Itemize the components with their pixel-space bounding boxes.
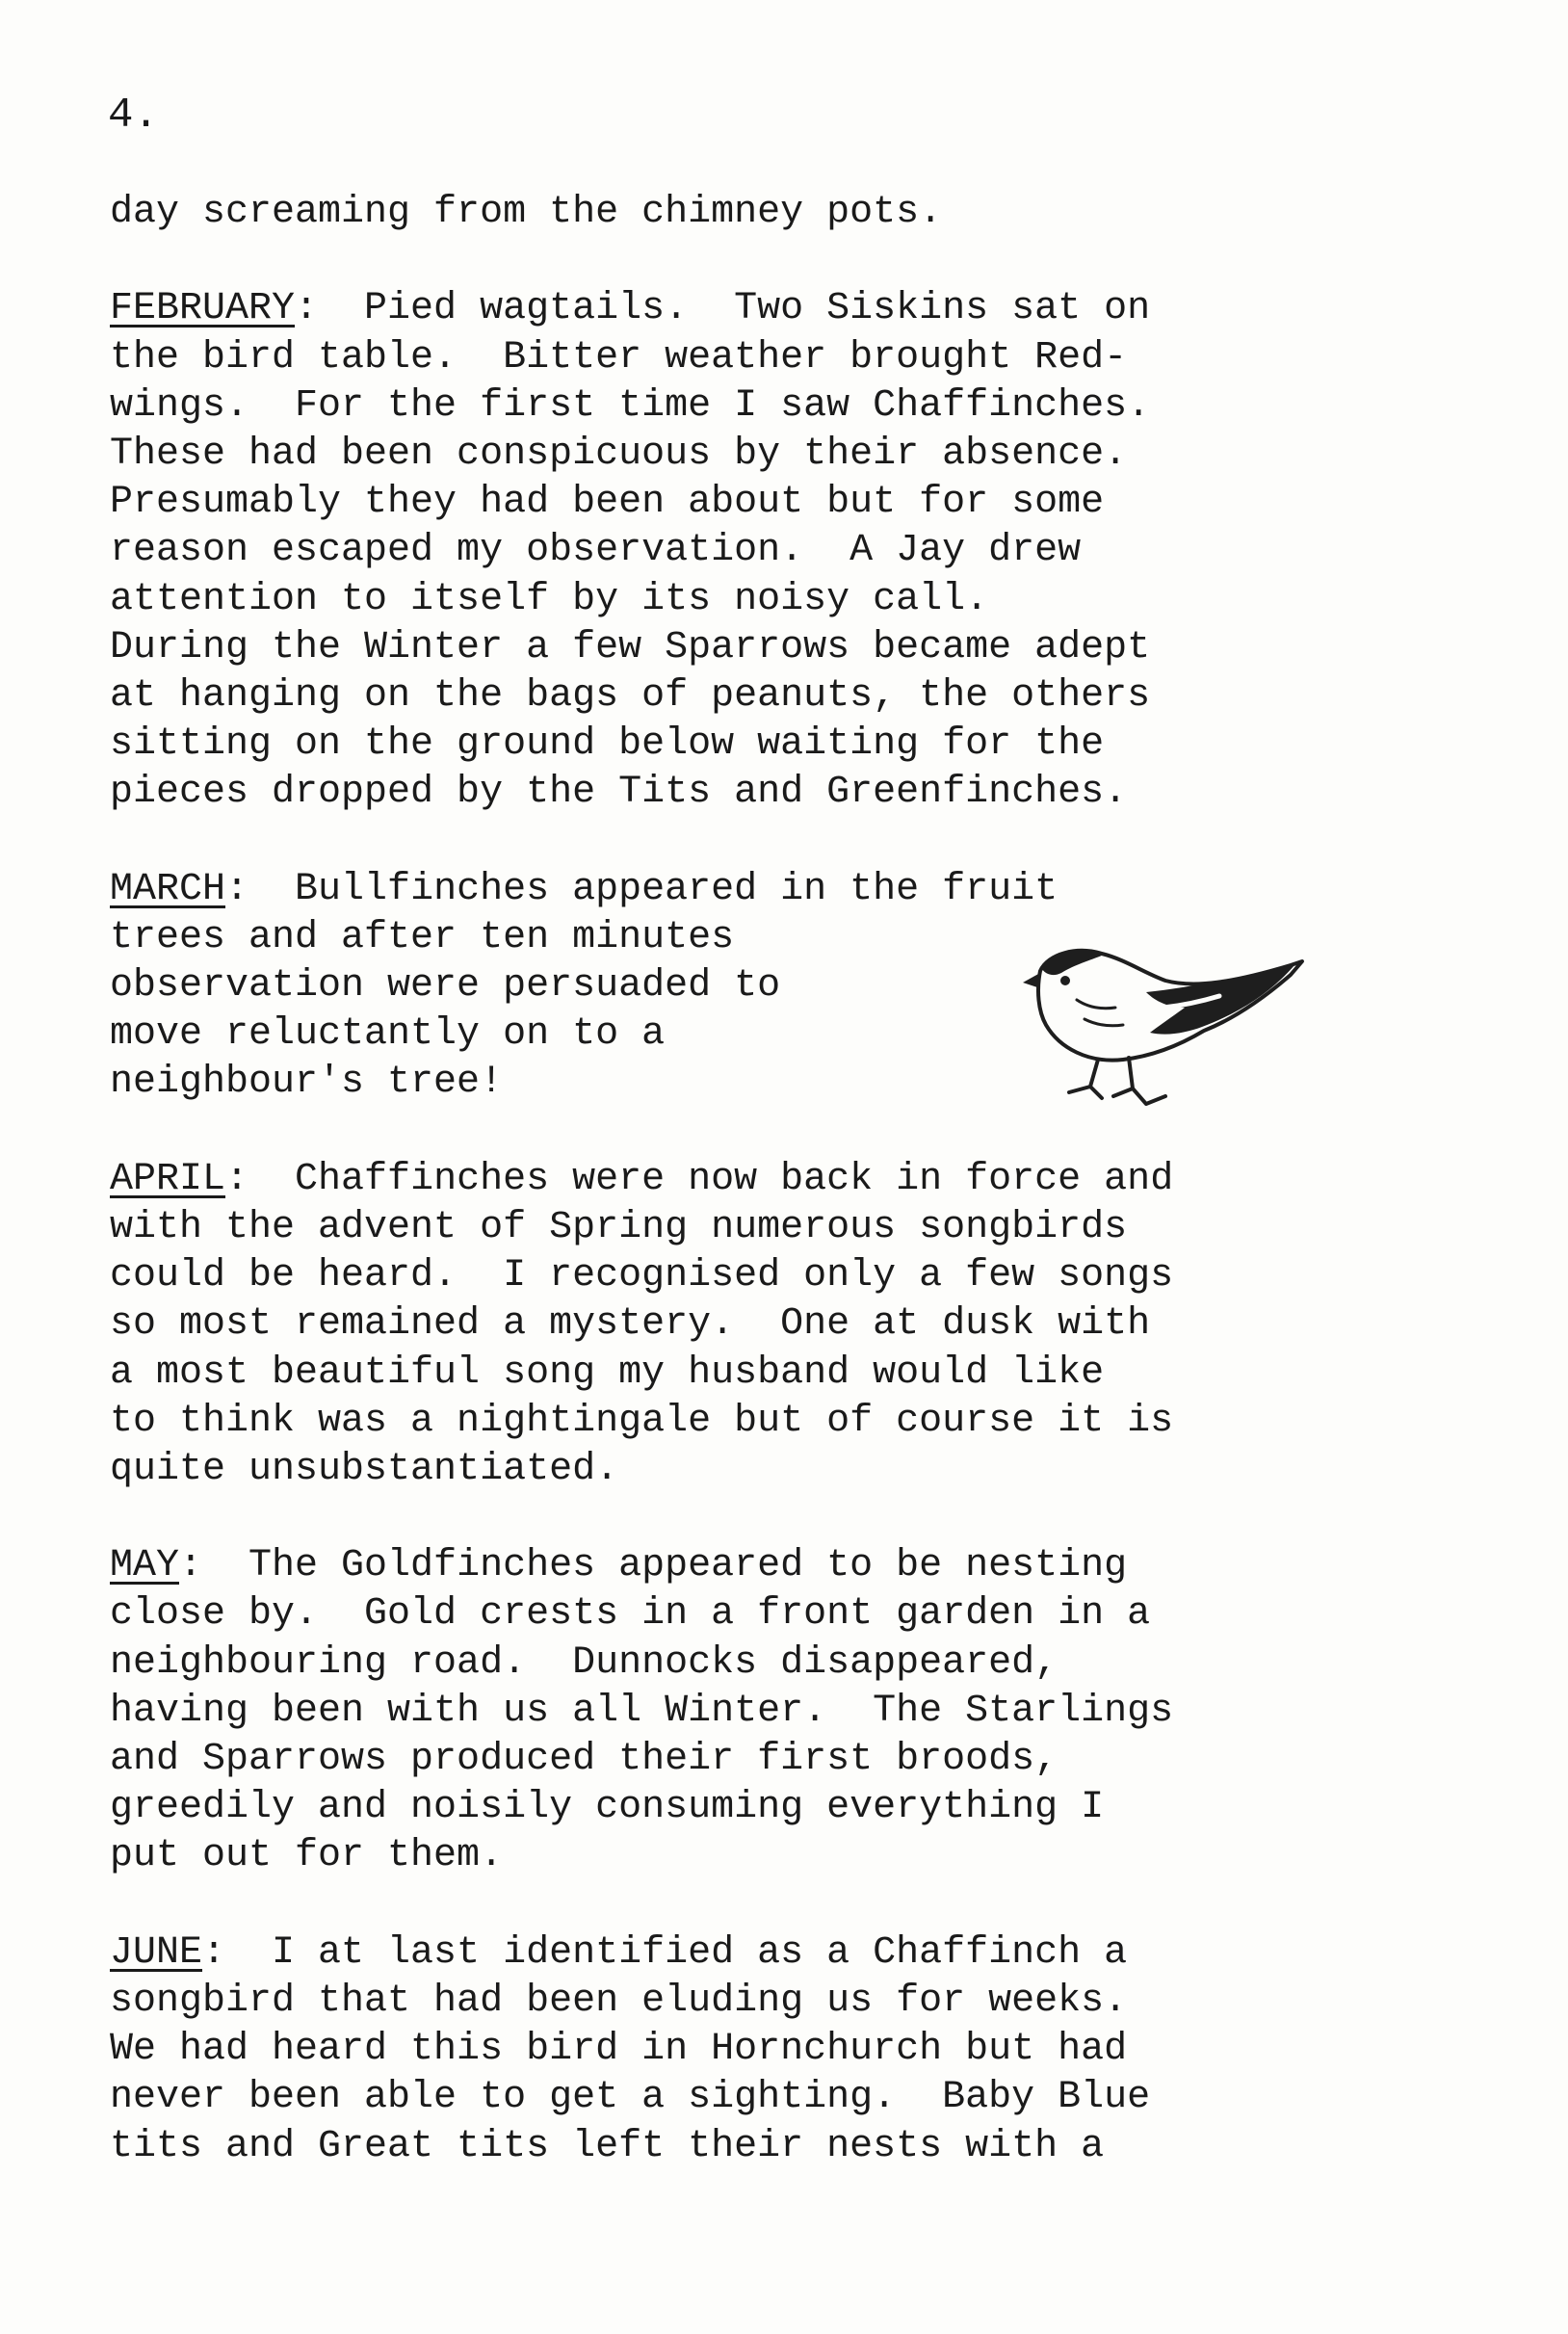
- text-line: greedily and noisily consuming everything I: [110, 1786, 1105, 1830]
- text-line: so most remained a mystery. One at dusk with: [110, 1302, 1151, 1347]
- text-line: songbird that had been eluding us for weeks.: [110, 1979, 1128, 2023]
- paragraph-april: [110, 1156, 1477, 1494]
- text-line: wings. For the first time I saw Chaffinches.: [110, 383, 1151, 428]
- paragraph-continuation: [110, 189, 1477, 237]
- text-line: observation were persuaded to: [110, 964, 781, 1008]
- heading-line-text: : Pied wagtails. Two Siskins sat on: [295, 287, 1151, 331]
- text-line: never been able to get a sighting. Baby Blue: [110, 2076, 1151, 2120]
- text-line: During the Winter a few Sparrows became adept: [110, 625, 1151, 669]
- text-line: with the advent of Spring numerous songbirds: [110, 1205, 1128, 1249]
- text-line: could be heard. I recognised only a few songs: [110, 1254, 1174, 1298]
- heading-line-text: : I at last identified as a Chaffinch a: [202, 1930, 1128, 1975]
- text-line: These had been conspicuous by their absence.: [110, 432, 1128, 476]
- text-line: reason escaped my observation. A Jay drew: [110, 529, 1082, 573]
- month-heading-february: FEBRUARY: [110, 287, 296, 331]
- text-line: a most beautiful song my husband would like: [110, 1351, 1105, 1395]
- text-line: trees and after ten minutes: [110, 915, 735, 959]
- month-heading-may: MAY: [110, 1544, 180, 1588]
- text-line: move reluctantly on to a: [110, 1012, 666, 1057]
- text-line: [110, 285, 1477, 333]
- heading-line-text: : Bullfinches appeared in the fruit: [225, 867, 1058, 911]
- text-line: attention to itself by its noisy call.: [110, 577, 989, 621]
- paragraph-may: [110, 1542, 1477, 1880]
- text-line: We had heard this bird in Hornchurch but had: [110, 2028, 1128, 2072]
- text-line: [110, 866, 1477, 914]
- text-line: put out for them.: [110, 1834, 504, 1878]
- text-line: [110, 1542, 1477, 1590]
- text-line: pieces dropped by the Tits and Greenfinches.: [110, 771, 1128, 815]
- text-line: to think was a nightingale but of course it is: [110, 1399, 1174, 1443]
- text-line: day screaming from the chimney pots.: [110, 191, 943, 234]
- heading-line-text: : Chaffinches were now back in force and: [225, 1157, 1174, 1201]
- month-heading-june: JUNE: [110, 1930, 203, 1975]
- document-body: [110, 189, 1477, 2171]
- month-heading-march: MARCH: [110, 867, 226, 911]
- bullfinch-icon: [1002, 925, 1312, 1108]
- text-line: [110, 1929, 1477, 1978]
- text-line: at hanging on the bags of peanuts, the others: [110, 673, 1151, 718]
- text-line: tits and Great tits left their nests with a: [110, 2124, 1105, 2168]
- month-heading-april: APRIL: [110, 1157, 226, 1201]
- text-line: sitting on the ground below waiting for the: [110, 722, 1105, 767]
- text-line: quite unsubstantiated.: [110, 1447, 619, 1491]
- paragraph-june: [110, 1929, 1477, 2171]
- text-line: neighbouring road. Dunnocks disappeared,: [110, 1640, 1058, 1685]
- text-line: and Sparrows produced their first broods,: [110, 1738, 1058, 1781]
- page-number: 4.: [108, 92, 159, 140]
- text-line: having been with us all Winter. The Starlings: [110, 1689, 1174, 1733]
- text-line: [110, 1156, 1477, 1204]
- heading-line-text: : The Goldfinches appeared to be nesting: [179, 1544, 1128, 1588]
- text-line: neighbour's tree!: [110, 1061, 504, 1105]
- text-line: Presumably they had been about but for some: [110, 481, 1105, 525]
- paragraph-february: [110, 285, 1477, 817]
- text-line: close by. Gold crests in a front garden in a: [110, 1592, 1151, 1637]
- text-line: the bird table. Bitter weather brought Red-: [110, 335, 1128, 380]
